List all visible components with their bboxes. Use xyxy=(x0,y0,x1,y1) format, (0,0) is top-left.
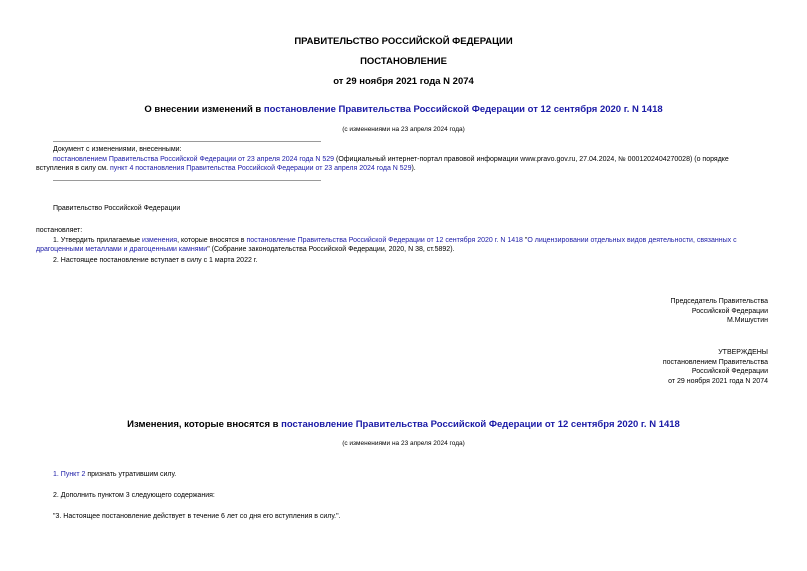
doc-date-number: от 29 ноября 2021 года N 2074 xyxy=(333,76,474,87)
changes-title xyxy=(0,419,807,430)
doc-type: ПОСТАНОВЛЕНИЕ xyxy=(360,56,447,67)
changes-note-cont xyxy=(36,164,776,174)
body-decrees: постановляет: xyxy=(36,227,83,234)
title-link[interactable]: постановление Правительства Российской Федерации от 12 сентября 2020 г. N 1418 xyxy=(263,104,663,115)
changes-note xyxy=(53,145,773,164)
p1-text-b: , которые вносятся в xyxy=(177,237,247,244)
approved-line3: Российской Федерации xyxy=(691,368,768,375)
signature-line3: М.Мишустин xyxy=(726,317,768,324)
item1-text: признать утратившим силу. xyxy=(85,471,177,478)
approved-line2: постановлением Правительства xyxy=(662,358,768,366)
item1-link[interactable]: 1. Пункт 2 xyxy=(53,471,86,478)
p1-link-title-a[interactable]: О лицензировании отдельных видов деятельности, связанных с xyxy=(527,237,737,244)
changes-item2: 2. Дополнить пунктом 3 следующего содержания: xyxy=(53,492,215,499)
title-prefix: О внесении изменений в xyxy=(144,104,264,115)
p1-link-changes[interactable]: изменения xyxy=(141,237,178,244)
changes-title-prefix: Изменения, которые вносятся в xyxy=(127,419,282,430)
body-gov: Правительство Российской Федерации xyxy=(53,205,181,212)
divider-bottom xyxy=(53,180,321,181)
changes-note-text1: (Официальный интернет-портал правовой информации www.pravo.gov.ru, 27.04.2024, № 0001202404270028) (о порядке xyxy=(334,155,729,163)
approved-block xyxy=(470,348,768,386)
changes-amended: (с изменениями на 23 апреля 2024 года) xyxy=(342,440,465,447)
changes-item3: "3. Настоящее постановление действует в течение 6 лет со дня его вступления в силу.". xyxy=(53,513,341,520)
changes-note-link1[interactable]: постановлением Правительства Российской Федерации от 23 апреля 2024 года N 529 xyxy=(53,155,335,163)
signature-line1: Председатель Правительства xyxy=(670,298,768,305)
changes-note-text3: ). xyxy=(411,165,416,172)
changes-title-link[interactable]: постановление Правительства Российской Федерации от 12 сентября 2020 г. N 1418 xyxy=(281,419,680,430)
body-p2: 2. Настоящее постановление вступает в силу с 1 марта 2022 г. xyxy=(53,257,258,264)
title-amended: (с изменениями на 23 апреля 2024 года) xyxy=(342,126,465,133)
p1-text-c: " xyxy=(522,237,528,244)
changes-note-line1: Документ с изменениями, внесенными: xyxy=(53,146,182,153)
p1-link-title-b[interactable]: драгоценными металлами и драгоценными камнями xyxy=(36,246,208,253)
changes-note-text2: вступления в силу см. xyxy=(36,165,111,172)
p1-text-d: " (Собрание законодательства Российской Федерации, 2020, N 38, ст.5892). xyxy=(207,246,455,253)
signature-line2: Российской Федерации xyxy=(691,307,768,315)
approved-line4: от 29 ноября 2021 года N 2074 xyxy=(668,377,768,385)
divider-top xyxy=(53,141,321,142)
p1-text-a: 1. Утвердить прилагаемые xyxy=(53,237,142,244)
changes-note-link2[interactable]: пункт 4 постановления Правительства Российской Федерации от 23 апреля 2024 года N 529 xyxy=(110,165,412,172)
changes-item1 xyxy=(53,470,176,480)
approved-line1: УТВЕРЖДЕНЫ xyxy=(718,349,768,356)
p1-link-decree[interactable]: постановление Правительства Российской Федерации от 12 сентября 2020 г. N 1418 xyxy=(246,237,523,244)
body-p1-cont xyxy=(36,245,776,255)
signature-block xyxy=(470,297,768,326)
org-title: ПРАВИТЕЛЬСТВО РОССИЙСКОЙ ФЕДЕРАЦИИ xyxy=(294,36,513,47)
document-title xyxy=(0,104,807,115)
